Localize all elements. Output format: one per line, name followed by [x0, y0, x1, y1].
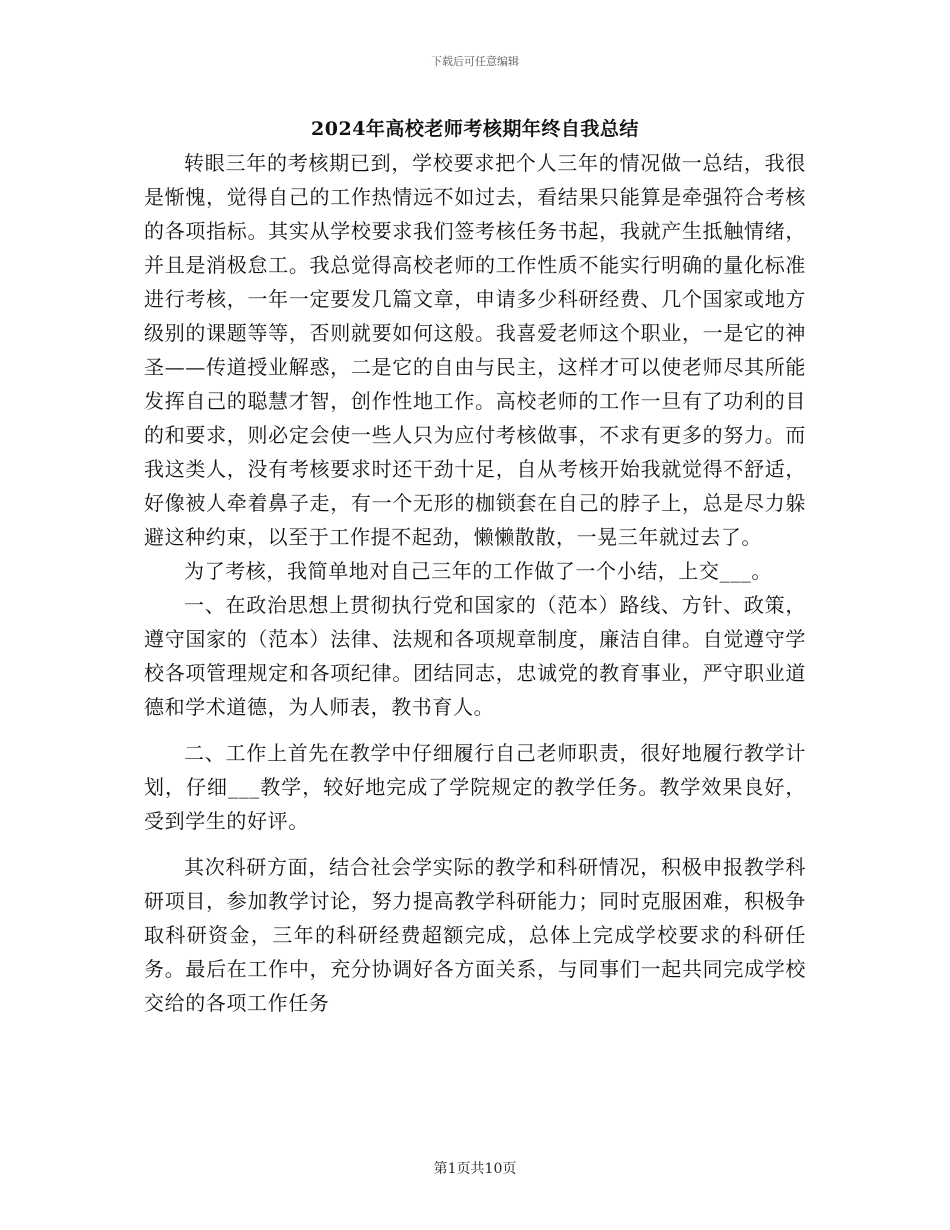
page-footer	[0, 1158, 950, 1178]
paragraph-intro: 转眼三年的考核期已到，学校要求把个人三年的情况做一总结，我很是惭愧，觉得自己的工作热情远不如过去，看结果只能算是牵强符合考核的各项指标。其实从学校要求我们签考核任务书起，我就产生抵触情绪，并且是消极怠工。我总觉得高校老师的工作性质不能实行明确的量化标准进行考核，一年一定要发几篇文章，申请多少科研经费、几个国家或地方级别的课题等等，否则就要如何这般。我喜爱老师这个职业，一是它的神圣——传道授业解惑，二是它的自由与民主，这样才可以使老师尽其所能发挥自己的聪慧才智，创作性地工作。高校老师的工作一旦有了功利的目的和要求，则必定会使一些人只为应付考核做事，不求有更多的努力。而我这类人，没有考核要求时还干劲十足，自从考核开始我就觉得不舒适，好像被人牵着鼻子走，有一个无形的枷锁套在自己的脖子上，总是尽力躲避这种约束，以至于工作提不起劲，懒懒散散，一晃三年就过去了。	[144, 151, 806, 549]
paragraph-political: 一、在政治思想上贯彻执行党和国家的（范本）路线、方针、政策，遵守国家的（范本）法律、法规和各项规章制度，廉洁自律。自觉遵守学校各项管理规定和各项纪律。团结同志，忠诚党的教育事业，严守职业道德和学术道德，为人师表，教书育人。	[144, 593, 806, 719]
paragraph-research: 其次科研方面，结合社会学实际的教学和科研情况，积极申报教学科研项目，参加教学讨论，努力提高教学科研能力；同时克服困难，积极争取科研资金，三年的科研经费超额完成，总体上完成学校要求的科研任务。最后在工作中，充分协调好各方面关系，与同事们一起共同完成学校交给的各项工作任务	[144, 855, 806, 1015]
header-note: 下载后可任意编辑	[431, 55, 519, 68]
paragraph-teaching: 二、工作上首先在教学中仔细履行自己老师职责，很好地履行教学计划，仔细___教学，较好地完成了学院规定的教学任务。教学效果良好，受到学生的好评。	[144, 741, 806, 833]
document-body	[144, 146, 806, 1020]
document-title: 2024年高校老师考核期年终自我总结	[311, 118, 639, 140]
page-number: 第1页共10页	[433, 1161, 517, 1177]
paragraph-summary-note: 为了考核，我简单地对自己三年的工作做了一个小结，上交___。	[184, 559, 772, 583]
